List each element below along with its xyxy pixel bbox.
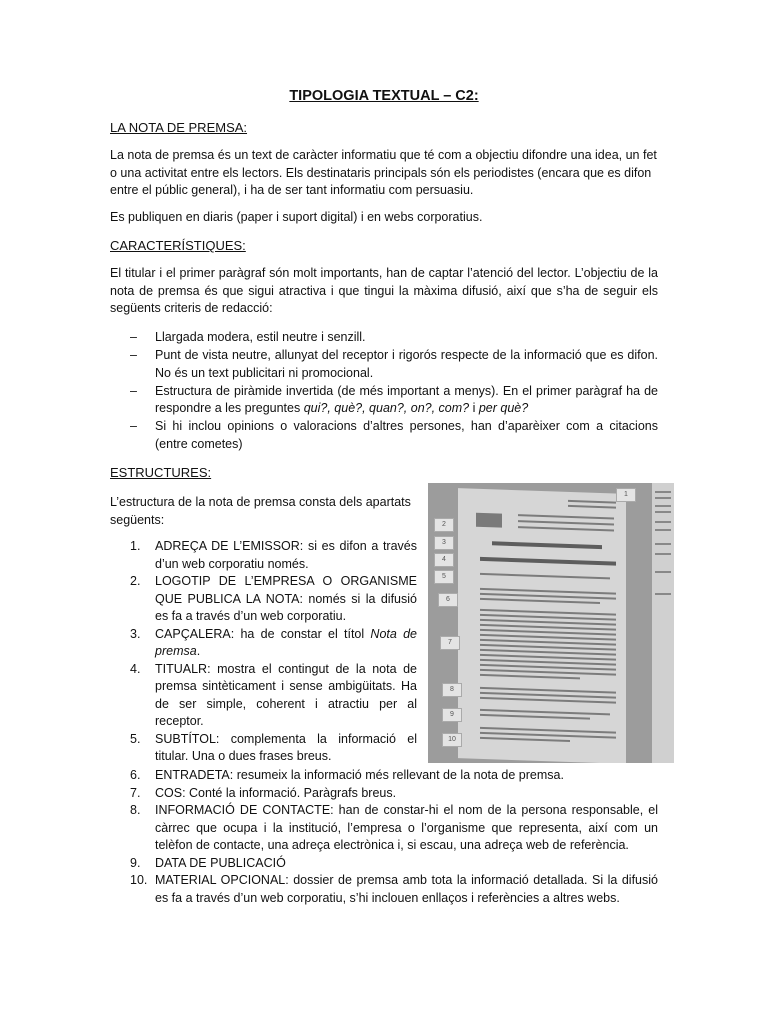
text-line (480, 598, 600, 604)
list-item-text: ADREÇA DE L’EMISSOR: si es difon a través d’un web corporatiu només. (155, 539, 417, 571)
legend-line (655, 593, 671, 595)
logo-block (476, 513, 502, 528)
list-item (110, 785, 658, 803)
structure-intro: L’estructura de la nota de premsa consta dels apartats següents: (110, 495, 411, 527)
figure-tag: 5 (434, 570, 454, 584)
list-item-text: LOGOTIP DE L’EMPRESA O ORGANISME QUE PUBLICA LA NOTA: només si la difusió es fa a través d’un web corporatiu. (155, 574, 417, 623)
title-line (480, 557, 616, 566)
list-number: 8. (130, 803, 141, 817)
criteria-list (110, 329, 658, 454)
list-number: 5. (130, 731, 141, 746)
text-line (480, 737, 570, 742)
figure-tag: 8 (442, 683, 462, 697)
figure-tag: 4 (434, 553, 454, 567)
heading-caracteristiques: CARACTERÍSTIQUES: (110, 238, 246, 253)
figure-tag: 3 (434, 536, 454, 550)
list-number: 2. (130, 574, 141, 588)
list-item-text: i (469, 401, 479, 415)
figure-tag: 2 (434, 518, 454, 532)
title-line (492, 541, 602, 549)
text-line (480, 573, 610, 580)
legend-line (655, 543, 671, 545)
structure-list-part1 (110, 538, 417, 766)
list-item-text: Si hi inclou opinions o valoracions d’altres persones, han d’aparèixer com a citacions (entre cometes) (155, 419, 658, 451)
publication-paragraph: Es publiquen en diaris (paper i suport digital) i en webs corporatius. (110, 210, 483, 224)
legend-line (655, 505, 671, 507)
sheet-illustration (458, 488, 626, 763)
list-item (110, 418, 658, 453)
list-item (110, 626, 417, 661)
legend-line (655, 511, 671, 513)
legend-line (655, 553, 671, 555)
press-release-layout-figure (428, 483, 674, 763)
legend-line (655, 491, 671, 493)
list-item-italic: per què? (478, 401, 529, 415)
figure-tag: 1 (616, 488, 636, 502)
list-item-text: Punt de vista neutre, allunyat del receptor i rigorós respecte de la informació que es difon. No és un text publicitari ni promocional. (155, 348, 658, 380)
list-item (110, 855, 658, 873)
list-number: 3. (130, 626, 141, 641)
list-item-text: . (196, 644, 201, 658)
list-number: 7. (130, 785, 141, 800)
list-item (110, 802, 658, 855)
heading-nota-de-premsa: LA NOTA DE PREMSA: (110, 120, 248, 135)
structure-list-part2 (110, 767, 658, 907)
list-item (110, 767, 658, 785)
figure-tag: 10 (442, 733, 462, 747)
list-item-text: Estructura de piràmide invertida (de més important a menys). En el primer paràgraf ha de respondre a les preguntes (155, 383, 658, 415)
list-number: 9. (130, 855, 141, 870)
list-item-text: CAPÇALERA: ha de constar el títol (155, 626, 371, 641)
legend-line (655, 497, 671, 499)
text-line (568, 505, 616, 509)
text-line (518, 526, 614, 531)
text-line (568, 500, 616, 504)
list-item (110, 731, 417, 766)
list-item-text: MATERIAL OPCIONAL: dossier de premsa amb tota la informació detallada. Si la difusió es fa a través d’un web corporatiu, s’hi inclouen enllaços i referències a altres webs. (155, 873, 658, 905)
text-line (480, 674, 580, 679)
legend-line (655, 571, 671, 573)
document-title: TIPOLOGIA TEXTUAL – C2: (289, 88, 479, 104)
list-item (110, 383, 658, 418)
heading-estructures: ESTRUCTURES: (110, 465, 212, 480)
text-line (518, 514, 614, 519)
figure-tag: 9 (442, 708, 462, 722)
text-line (480, 714, 590, 720)
list-item (110, 872, 658, 907)
list-item (110, 661, 417, 731)
list-item-italic: qui?, què?, quan?, on?, com? (303, 401, 470, 415)
list-item (110, 329, 658, 347)
list-item (110, 573, 417, 626)
list-item-text: ENTRADETA: resumeix la informació més rellevant de la nota de premsa. (155, 768, 564, 782)
intro-paragraph: La nota de premsa és un text de caràcter informatiu que té com a objectiu difondre una idea, un fet o una activitat entre els lectors. Els destinataris principals són els periodistes (encara que es difon entre el públic general), i ha de ser tant informatiu com persuasiu. (110, 148, 657, 197)
figure-tag: 6 (438, 593, 458, 607)
list-number: 10. (130, 873, 148, 887)
list-number: 1. (130, 539, 141, 553)
list-item-text: Llargada modera, estil neutre i senzill. (155, 330, 366, 344)
list-item-text: INFORMACIÓ DE CONTACTE: han de constar-hi el nom de la persona responsable, el càrrec que ocupa i la institució, l’empresa o l’organisme que representa, així com un telèfon de contacte, una adreça electrònica i, si escau, una adreça web de referència. (155, 803, 658, 852)
list-item-text: COS: Conté la informació. Paràgrafs breus. (155, 785, 397, 800)
list-item-text: DATA DE PUBLICACIÓ (155, 855, 286, 870)
list-item (110, 347, 658, 382)
figure-side-legend (652, 483, 674, 763)
list-item-italic: Nota de premsa (155, 626, 417, 658)
list-item (110, 538, 417, 573)
list-item-text: SUBTÍTOL: complementa la informació el titular. Una o dues frases breus. (155, 731, 417, 763)
list-number: 6. (130, 768, 141, 782)
list-number: 4. (130, 661, 141, 676)
characteristics-paragraph: El titular i el primer paràgraf són molt importants, han de captar l’atenció del lector. L’objectiu de la nota de premsa és que sigui atractiva i que tingui la màxima difusió, així que s’ha de seguir els següents criteris de redacció: (110, 266, 658, 315)
list-item-text: TITUALR: mostra el contingut de la nota de premsa sintèticament i sense ambigüitats. Ha de ser simple, coherent i atractiu per al receptor. (155, 661, 417, 728)
legend-line (655, 521, 671, 523)
legend-line (655, 529, 671, 531)
figure-tag: 7 (440, 636, 460, 650)
text-line (518, 520, 614, 525)
